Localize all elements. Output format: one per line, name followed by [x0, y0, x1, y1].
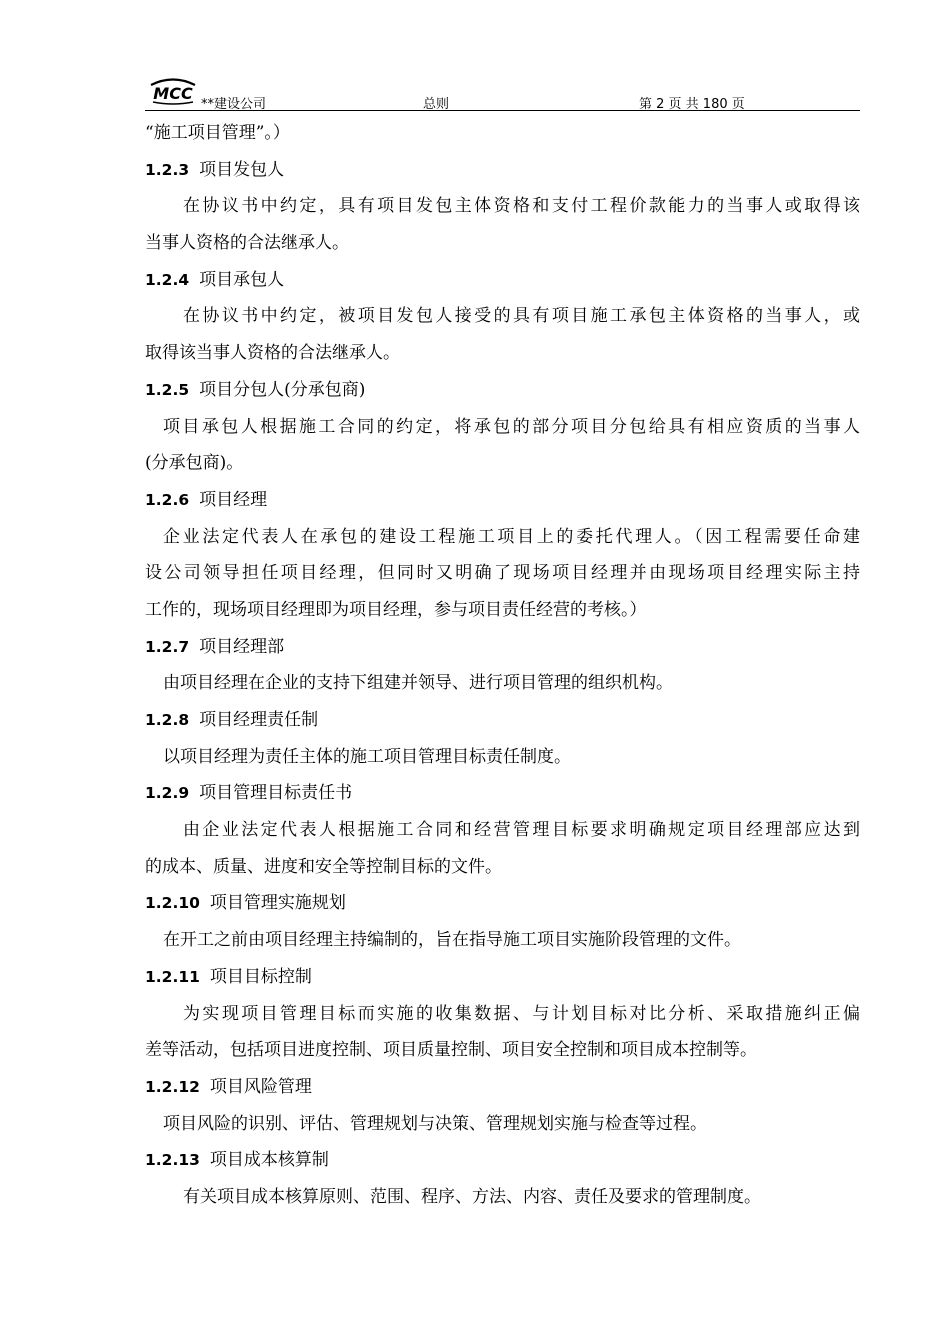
section-title: 项目目标控制 — [209, 966, 312, 987]
paragraph-line: 项目承包人根据施工合同的约定，将承包的部分项目分包给具有相应资质的当事人 — [163, 416, 860, 437]
section-number: 1.2.13 — [145, 1151, 200, 1170]
section-title: 项目经理部 — [199, 636, 285, 657]
paragraph-line: 的成本、质量、进度和安全等控制目标的文件。 — [145, 856, 502, 877]
paragraph-line: 设公司领导担任项目经理，但同时又明确了现场项目经理并由现场项目经理实际主持 — [145, 563, 860, 584]
svg-text:MCC: MCC — [153, 84, 193, 103]
section-title: 项目风险管理 — [209, 1076, 312, 1097]
page-header — [145, 72, 860, 112]
paragraph-line: (分承包商)。 — [145, 453, 244, 474]
paragraph-line: 项目风险的识别、评估、管理规划与决策、管理规划实施与检查等过程。 — [163, 1113, 707, 1134]
section-heading — [145, 262, 860, 299]
section-heading — [145, 372, 860, 409]
section-title: 项目分包人(分承包商) — [199, 379, 366, 400]
section-number: 1.2.8 — [145, 711, 190, 729]
section-title: 项目管理目标责任书 — [199, 783, 353, 804]
header-divider — [145, 110, 860, 111]
section-number: 1.2.11 — [145, 967, 200, 986]
section-title: 项目经理 — [199, 489, 268, 510]
section-number: 1.2.5 — [145, 380, 190, 399]
paragraph-line: 在协议书中约定，被项目发包人接受的具有项目施工承包主体资格的当事人，或 — [183, 306, 860, 327]
section-number: 1.2.9 — [145, 784, 190, 803]
section-heading — [145, 1142, 860, 1179]
section-number: 1.2.10 — [145, 894, 200, 913]
paragraph-line: 企业法定代表人在承包的建设工程施工项目上的委托代理人。（因工程需要任命建 — [163, 526, 860, 547]
paragraph-line: 当事人资格的合法继承人。 — [145, 233, 349, 254]
header-company: **建设公司 — [201, 97, 267, 112]
section-number: 1.2.3 — [145, 160, 190, 179]
paragraph-line: 有关项目成本核算原则、范围、程序、方法、内容、责任及要求的管理制度。 — [183, 1186, 761, 1207]
section-title: 项目发包人 — [199, 159, 285, 180]
header-page-number: 第 2 页 共 180 页 — [639, 97, 745, 112]
section-number: 1.2.7 — [145, 637, 190, 656]
paragraph-line: 在开工之前由项目经理主持编制的，旨在指导施工项目实施阶段管理的文件。 — [163, 930, 741, 951]
section-heading — [145, 775, 860, 812]
section-number: 1.2.12 — [145, 1077, 200, 1096]
document-body — [145, 115, 860, 1216]
paragraph-line: 以项目经理为责任主体的施工项目管理目标责任制度。 — [163, 746, 571, 767]
paragraph-line: 差等活动，包括项目进度控制、项目质量控制、项目安全控制和项目成本控制等。 — [145, 1040, 757, 1061]
section-heading — [145, 482, 860, 519]
section-heading — [145, 1069, 860, 1106]
paragraph-line: 由企业法定代表人根据施工合同和经营管理目标要求明确规定项目经理部应达到 — [183, 820, 860, 841]
paragraph-line: 取得该当事人资格的合法继承人。 — [145, 343, 400, 364]
paragraph-line: 为实现项目管理目标而实施的收集数据、与计划目标对比分析、采取措施纠正偏 — [183, 1003, 860, 1024]
section-heading — [145, 959, 860, 996]
section-heading — [145, 152, 860, 189]
section-heading — [145, 702, 860, 739]
paragraph-line: 在协议书中约定，具有项目发包主体资格和支付工程价款能力的当事人或取得该 — [183, 196, 860, 217]
paragraph-line: 由项目经理在企业的支持下组建并领导、进行项目管理的组织机构。 — [163, 673, 673, 694]
section-heading — [145, 885, 860, 922]
paragraph-line: 工作的，现场项目经理即为项目经理，参与项目责任经营的考核。） — [145, 599, 647, 620]
section-title: 项目成本核算制 — [209, 1150, 329, 1171]
section-title: 项目承包人 — [199, 269, 285, 290]
section-title: 项目经理责任制 — [199, 710, 319, 730]
section-title: 项目管理实施规划 — [209, 893, 346, 914]
section-number: 1.2.6 — [145, 490, 190, 509]
section-heading — [145, 629, 860, 666]
mcc-logo-icon — [147, 76, 199, 106]
header-section-title: 总则 — [423, 97, 450, 112]
section-number: 1.2.4 — [145, 270, 190, 289]
paragraph-line: “施工项目管理”。） — [145, 123, 290, 143]
